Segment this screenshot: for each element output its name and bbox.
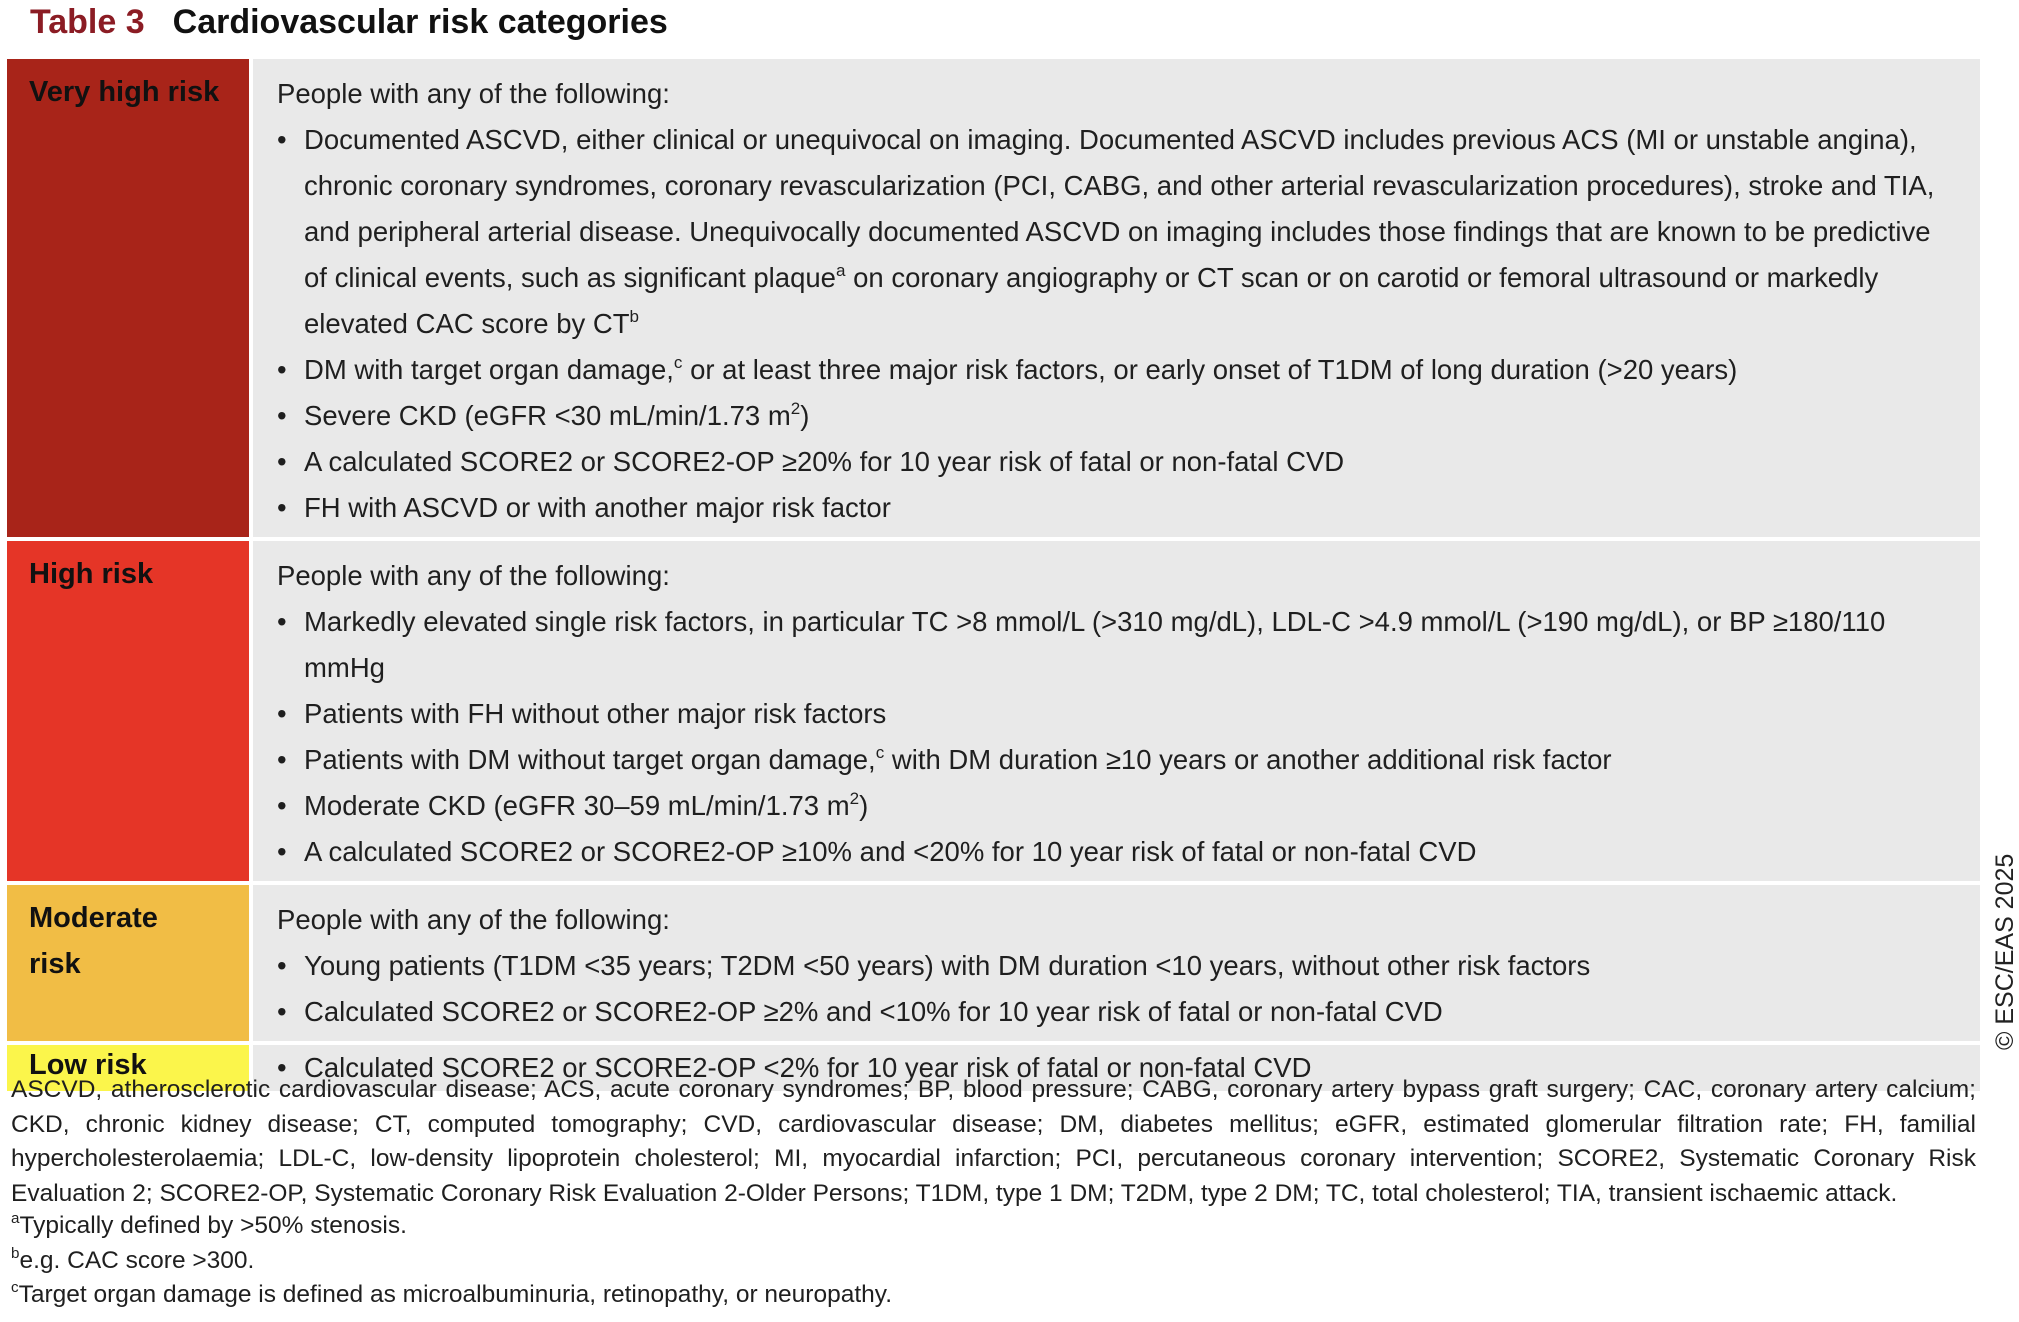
criteria-text: Calculated SCORE2 or SCORE2-OP <2% for 10 year risk of fatal or non-fatal CVD: [304, 1052, 1312, 1083]
criteria-text: Calculated SCORE2 or SCORE2-OP ≥2% and <10% for 10 year risk of fatal or non-fatal CVD: [304, 996, 1443, 1027]
row-moderate-risk: [7, 881, 1980, 1041]
criteria-text: Patients with FH without other major risk factors: [304, 698, 887, 729]
criteria-very-high-risk: [253, 59, 1980, 537]
footnotes: [11, 1209, 1976, 1313]
criteria-text: FH with ASCVD or with another major risk factor: [304, 492, 891, 523]
row-very-high-risk: [7, 59, 1980, 537]
criteria-text: Moderate CKD (eGFR 30–59 mL/min/1.73 m: [304, 790, 850, 821]
footnote-a: [11, 1209, 1976, 1244]
criteria-item: [277, 989, 1958, 1035]
table-number: Table 3: [30, 3, 145, 41]
criteria-item: [277, 599, 1958, 691]
criteria-text: A calculated SCORE2 or SCORE2-OP ≥10% and <20% for 10 year risk of fatal or non-fatal CVD: [304, 836, 1477, 867]
category-very-high-risk: Very high risk: [7, 59, 249, 537]
criteria-item: [277, 943, 1958, 989]
criteria-item: [277, 347, 1958, 393]
criteria-item: [277, 117, 1958, 347]
category-moderate-risk: Moderate risk: [7, 885, 249, 1041]
criteria-text: DM with target organ damage,: [304, 354, 674, 385]
criteria-item: [277, 485, 1958, 531]
criteria-text: or at least three major risk factors, or early onset of T1DM of long duration (>20 years): [682, 354, 1738, 385]
criteria-lead: People with any of the following:: [277, 904, 670, 935]
footnote-b: [11, 1244, 1976, 1279]
table-title: Cardiovascular risk categories: [172, 3, 668, 41]
criteria-text: Markedly elevated single risk factors, in particular TC >8 mmol/L (>310 mg/dL), LDL-C >4.9 mmol/L (>190 mg/dL), or BP ≥180/110 mmHg: [304, 606, 1886, 683]
criteria-lead: People with any of the following:: [277, 560, 670, 591]
abbreviations: ASCVD, atherosclerotic cardiovascular disease; ACS, acute coronary syndromes; BP, blood pressure; CABG, coronary artery bypass graft surgery; CAC, coronary artery calcium; CKD, chronic kidney disease; CT, computed tomography; CVD, cardiovascular disease; DM, diabetes mellitus; eGFR, estimated glomerular filtration rate; FH, familial hypercholesterolaemia; LDL-C, low-density lipoprotein cholesterol; MI, myocardial infarction; PCI, percutaneous coronary intervention; SCORE2, Systematic Coronary Risk Evaluation 2; SCORE2-OP, Systematic Coronary Risk Evaluation 2-Older Persons; T1DM, type 1 DM; T2DM, type 2 DM; TC, total cholesterol; TIA, transient ischaemic attack.: [11, 1076, 1976, 1207]
criteria-item: [277, 691, 1958, 737]
criteria-text: Young patients (T1DM <35 years; T2DM <50 years) with DM duration <10 years, without other risk factors: [304, 950, 1591, 981]
category-high-risk: High risk: [7, 541, 249, 881]
category-low-risk: Low risk: [7, 1045, 249, 1091]
criteria-text: on coronary angiography or CT scan or on carotid or femoral ultrasound or markedly elevated CAC score by CT: [304, 262, 1879, 339]
criteria-text: ): [800, 400, 810, 431]
footnote-c: [11, 1278, 1976, 1313]
superscript: b: [629, 307, 640, 326]
criteria-list: [277, 117, 1958, 531]
criteria-text: with DM duration ≥10 years or another additional risk factor: [884, 744, 1612, 775]
superscript: 2: [849, 789, 860, 808]
superscript: c: [673, 353, 683, 372]
copyright-text: © ESC/EAS 2025: [1991, 853, 2019, 1050]
criteria-item: [277, 829, 1958, 875]
criteria-text: ): [859, 790, 869, 821]
superscript: c: [875, 743, 885, 762]
criteria-moderate-risk: [253, 885, 1980, 1041]
superscript: a: [835, 261, 846, 280]
footnote-mark: c: [11, 1279, 19, 1297]
criteria-list: [277, 943, 1958, 1035]
footnote-mark: b: [11, 1244, 20, 1262]
criteria-item: [277, 393, 1958, 439]
criteria-text: Documented ASCVD, either clinical or unequivocal on imaging. Documented ASCVD includes previous ACS (MI or unstable angina), chronic coronary syndromes, coronary revascularization (PCI, CABG, and other arterial revascularization procedures), stroke and TIA, and peripheral arterial disease. Unequivocally documented ASCVD on imaging includes those findings that are known to be predictive of clinical events, such as significant plaque: [304, 124, 1935, 293]
criteria-high-risk: [253, 541, 1980, 881]
footnote-text: Target organ damage is defined as microalbuminuria, retinopathy, or neuropathy.: [18, 1281, 893, 1308]
superscript: 2: [790, 399, 801, 418]
criteria-item: [277, 737, 1958, 783]
footnote-text: Typically defined by >50% stenosis.: [19, 1212, 407, 1239]
criteria-list: [277, 599, 1958, 875]
criteria-item: [277, 783, 1958, 829]
risk-table: [7, 59, 1980, 1091]
table-caption: [30, 0, 668, 44]
criteria-lead: People with any of the following:: [277, 78, 670, 109]
footnote-text: e.g. CAC score >300.: [19, 1246, 255, 1274]
row-high-risk: [7, 537, 1980, 881]
criteria-text: Severe CKD (eGFR <30 mL/min/1.73 m: [304, 400, 791, 431]
criteria-item: [277, 439, 1958, 485]
criteria-text: Patients with DM without target organ damage,: [304, 744, 876, 775]
criteria-text: A calculated SCORE2 or SCORE2-OP ≥20% for 10 year risk of fatal or non-fatal CVD: [304, 446, 1345, 477]
footnote-mark: a: [11, 1210, 20, 1228]
